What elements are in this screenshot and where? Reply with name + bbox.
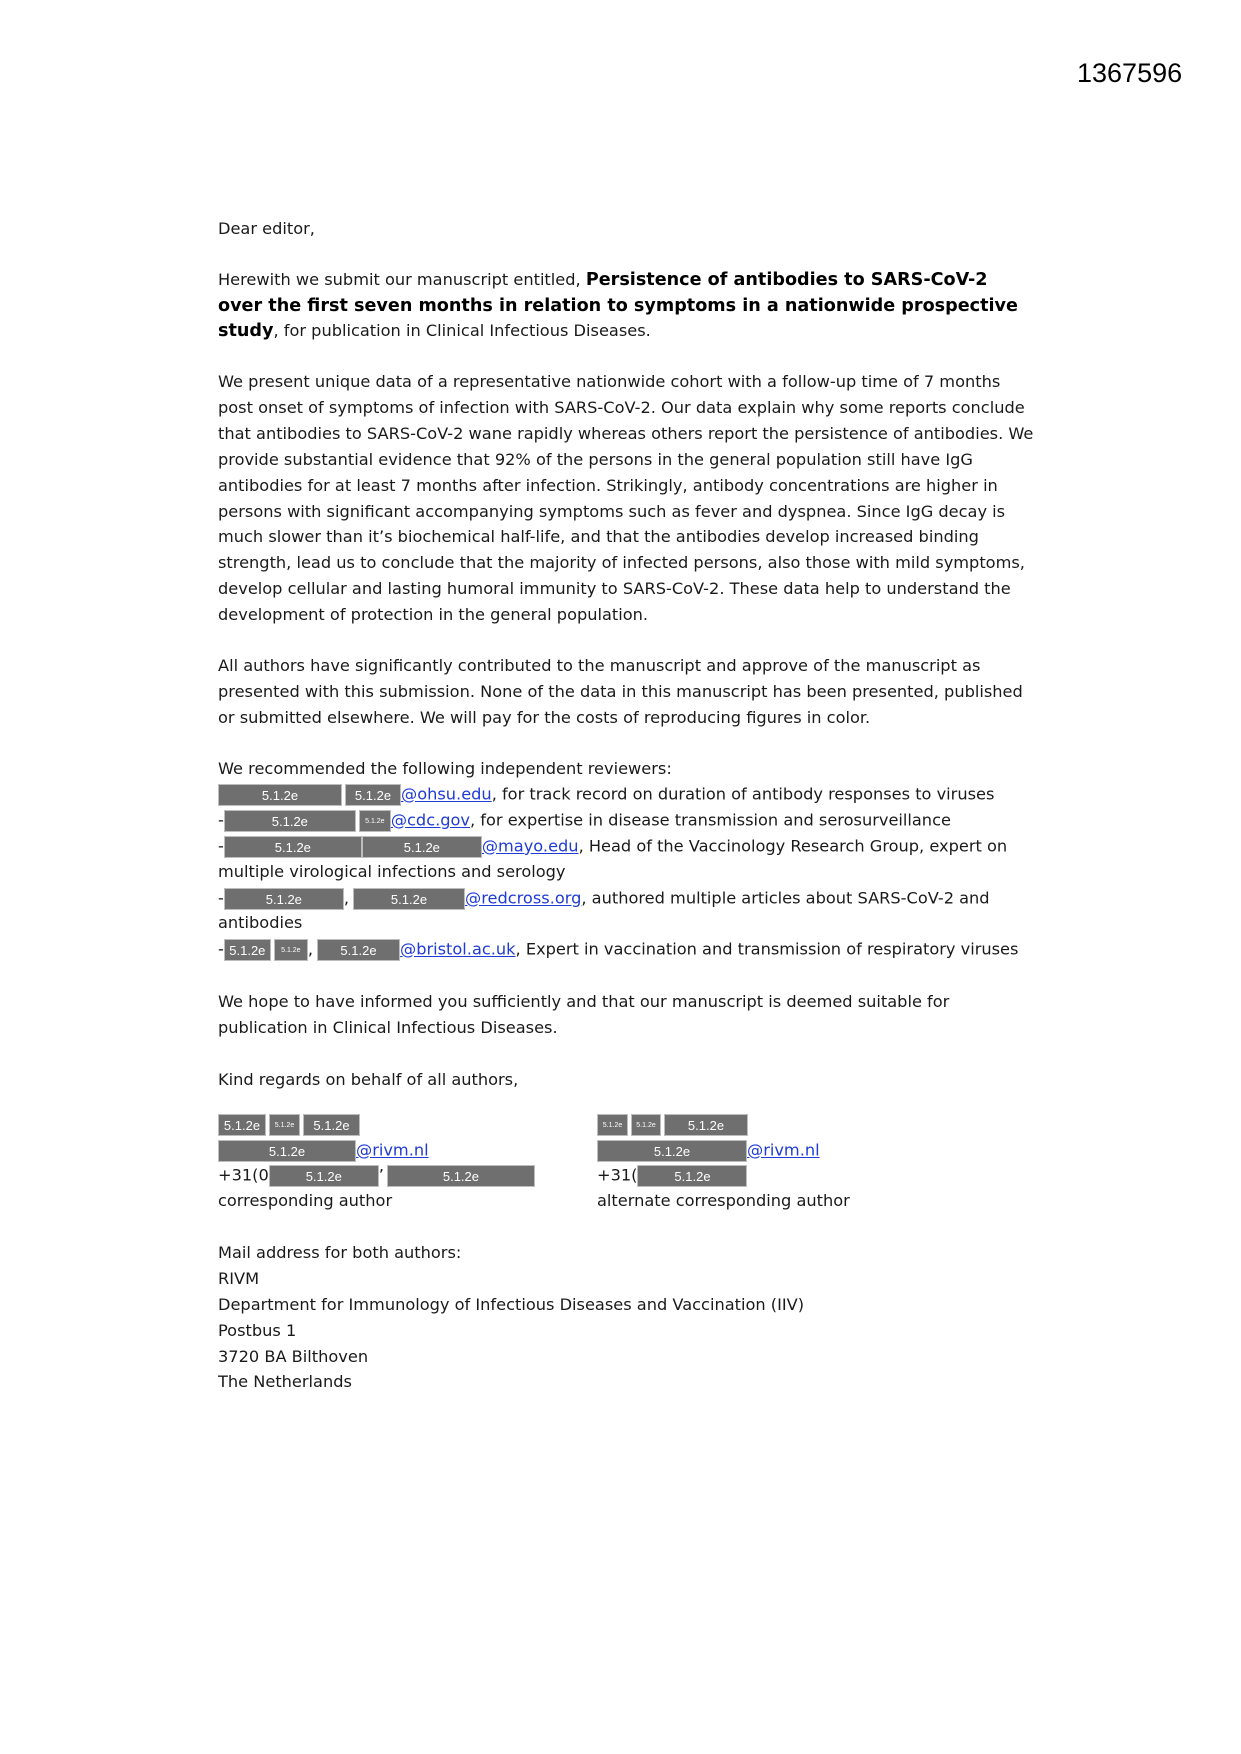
redaction-box: 5.1.2e	[664, 1114, 748, 1136]
para1-line: much slower than it’s biochemical half-life, and that the antibodies develop increased binding	[218, 527, 979, 546]
reviewer-1	[218, 784, 994, 806]
para1-line: development of protection in the general population.	[218, 605, 649, 624]
list-dash: -	[218, 810, 224, 830]
reviewer-email-link[interactable]: @ohsu.edu	[401, 784, 492, 804]
redaction-box: 5.1.2e	[631, 1114, 661, 1136]
para1-line: strength, lead us to conclude that the majority of infected persons, also those with mild symptoms,	[218, 553, 1025, 572]
signature-left-name	[218, 1114, 360, 1136]
redaction-box: 5.1.2e	[362, 836, 482, 858]
redaction-box: 5.1.2e	[224, 836, 362, 858]
redaction-box: 5.1.2e	[269, 1114, 300, 1136]
address-line: Mail address for both authors:	[218, 1243, 462, 1262]
closing-line: publication in Clinical Infectious Diseases.	[218, 1018, 558, 1037]
intro-prefix: Herewith we submit our manuscript entitled,	[218, 270, 586, 289]
para1-line: We present unique data of a representative nationwide cohort with a follow-up time of 7 months	[218, 372, 1001, 391]
redaction-box: 5.1.2e	[218, 784, 342, 806]
reviewer-4	[218, 888, 990, 910]
reviewer-description: , authored multiple articles about SARS-CoV-2 and	[581, 888, 990, 908]
intro-line-2	[218, 296, 1018, 316]
reviewer-3-continued: multiple virological infections and serology	[218, 862, 566, 881]
reviewer-2	[218, 810, 951, 832]
address-line: Department for Immunology of Infectious Diseases and Vaccination (IIV)	[218, 1295, 805, 1314]
reviewer-description: , Expert in vaccination and transmission of respiratory viruses	[515, 939, 1019, 959]
intro-line-3	[218, 321, 651, 341]
reviewer-description: , Head of the Vaccinology Research Group, expert on	[578, 836, 1008, 856]
redaction-box: 5.1.2e	[303, 1114, 360, 1136]
list-dash: -	[218, 939, 224, 959]
phone-prefix: +31(0	[218, 1165, 269, 1185]
address-line: The Netherlands	[218, 1372, 352, 1391]
para2-line: presented with this submission. None of the data in this manuscript has been presented, published	[218, 682, 1023, 701]
manuscript-title-part-3: study	[218, 321, 274, 341]
redaction-box: 5.1.2e	[345, 784, 401, 806]
para1-line: provide substantial evidence that 92% of the persons in the general population still have IgG	[218, 450, 973, 469]
reviewer-email-link[interactable]: @bristol.ac.uk	[400, 939, 516, 959]
reviewer-email-link[interactable]: @redcross.org	[465, 888, 582, 908]
intro-line-1	[218, 270, 988, 290]
reviewer-5	[218, 939, 1018, 961]
list-dash: -	[218, 888, 224, 908]
apostrophe: ’	[378, 1165, 384, 1185]
reviewer-description: , for track record on duration of antibody responses to viruses	[491, 784, 995, 804]
salutation: Dear editor,	[218, 219, 315, 238]
signature-right-phone	[597, 1165, 747, 1187]
reviewer-email-link[interactable]: @mayo.edu	[481, 836, 579, 856]
redaction-box: 5.1.2e	[387, 1165, 535, 1187]
manuscript-title-part-1: Persistence of antibodies to SARS-CoV-2	[585, 270, 988, 290]
intro-suffix: , for publication in Clinical Infectious Diseases.	[273, 321, 651, 340]
list-comma: ,	[343, 888, 349, 908]
redaction-box: 5.1.2e	[597, 1114, 628, 1136]
redaction-box: 5.1.2e	[359, 810, 391, 832]
signature-left-role: corresponding author	[218, 1191, 393, 1210]
redaction-box: 5.1.2e	[224, 888, 344, 910]
signature-right-role: alternate corresponding author	[597, 1191, 850, 1210]
redaction-box: 5.1.2e	[317, 939, 400, 961]
closing-line: We hope to have informed you sufficiently and that our manuscript is deemed suitable for	[218, 992, 950, 1011]
redaction-box: 5.1.2e	[218, 1114, 266, 1136]
para1-line: develop cellular and lasting humoral immunity to SARS-CoV-2. These data help to understand the	[218, 579, 1011, 598]
manuscript-title-part-2: over the first seven months in relation to symptoms in a nationwide prospective	[218, 296, 1018, 316]
reviewer-4-continued: antibodies	[218, 913, 303, 932]
address-line: Postbus 1	[218, 1321, 297, 1340]
redaction-box: 5.1.2e	[224, 810, 356, 832]
reviewers-heading: We recommended the following independent reviewers:	[218, 759, 672, 778]
phone-prefix: +31(	[597, 1165, 638, 1185]
redaction-box: 5.1.2e	[353, 888, 465, 910]
reviewer-email-link[interactable]: @cdc.gov	[390, 810, 471, 830]
signature-right-email	[597, 1140, 820, 1162]
reviewer-3	[218, 836, 1007, 858]
regards: Kind regards on behalf of all authors,	[218, 1070, 519, 1089]
address-line: 3720 BA Bilthoven	[218, 1347, 369, 1366]
para1-line: that antibodies to SARS-CoV-2 wane rapidly whereas others report the persistence of antibodies. We	[218, 424, 1034, 443]
redaction-box: 5.1.2e	[269, 1165, 379, 1187]
signature-left-phone	[218, 1165, 535, 1187]
email-link[interactable]: @rivm.nl	[747, 1140, 820, 1160]
list-dash: -	[218, 836, 224, 856]
email-link[interactable]: @rivm.nl	[356, 1140, 429, 1160]
redaction-box: 5.1.2e	[218, 1140, 356, 1162]
redaction-box: 5.1.2e	[224, 939, 271, 961]
para2-line: or submitted elsewhere. We will pay for the costs of reproducing figures in color.	[218, 708, 871, 727]
signature-right-name	[597, 1114, 748, 1136]
para1-line: post onset of symptoms of infection with SARS-CoV-2. Our data explain why some reports conclude	[218, 398, 1025, 417]
reviewer-description: , for expertise in disease transmission and serosurveillance	[470, 810, 951, 830]
para2-line: All authors have significantly contributed to the manuscript and approve of the manuscript as	[218, 656, 981, 675]
para1-line: antibodies for at least 7 months after infection. Strikingly, antibody concentrations are higher in	[218, 476, 998, 495]
signature-left-email	[218, 1140, 429, 1162]
para1-line: persons with significant accompanying symptoms such as fever and dyspnea. Since IgG decay is	[218, 502, 1006, 521]
redaction-box: 5.1.2e	[597, 1140, 747, 1162]
list-comma: ,	[307, 939, 313, 959]
document-number: 1367596	[1077, 58, 1183, 88]
redaction-box: 5.1.2e	[637, 1165, 747, 1187]
address-line: RIVM	[218, 1269, 260, 1288]
redaction-box: 5.1.2e	[274, 939, 308, 961]
